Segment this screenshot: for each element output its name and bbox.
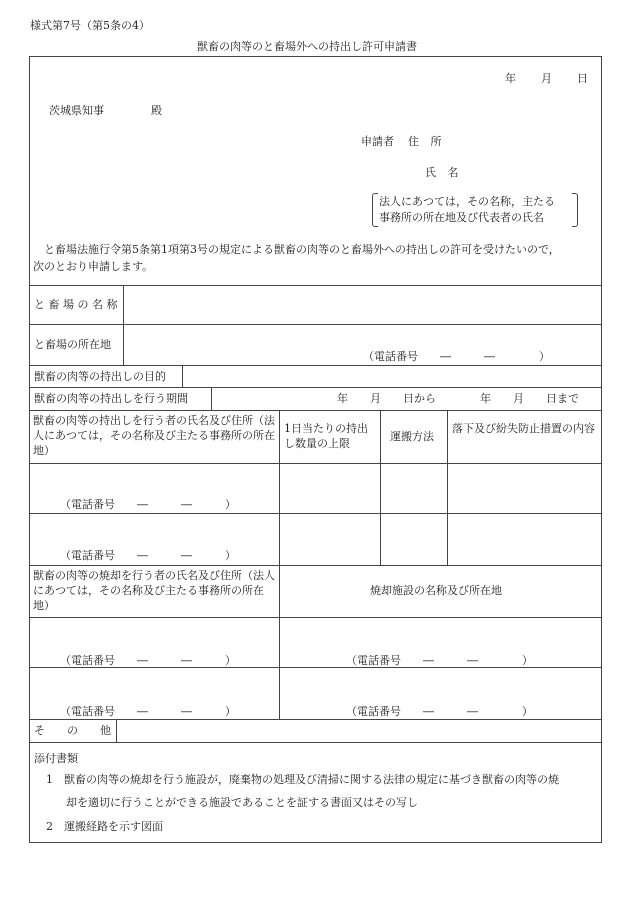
period-label: 獣畜の肉等の持出しを行う期間 [34, 392, 188, 405]
carrier-col2-header: 1日当たりの持出し数量の上限 [284, 422, 368, 450]
address-label: 住 所 [408, 135, 442, 148]
purpose-label: 獣畜の肉等の持出しの目的 [34, 370, 166, 383]
date-month: 月 [541, 72, 552, 85]
attachment-item2: 2 運搬経路を示す図面 [46, 820, 163, 833]
attachment-item1-line2: 却を適切に行うことができる施設であることを証する書面又はその写し [66, 796, 418, 809]
name-label: 氏 名 [425, 166, 459, 179]
carrier-col1-header: 獣畜の肉等の持出しを行う者の氏名及び住所（法人にあつては，その名称及び主たる事務所の所在地） [33, 414, 275, 457]
incin-col2-header: 焼却施設の名称及び所在地 [370, 584, 502, 597]
incin-row1-phone-left: （電話番号 ― ― ） [60, 654, 236, 667]
carrier-col4-header: 落下及び紛失防止措置の内容 [452, 422, 595, 435]
period-to: 年 月 日まで [480, 392, 579, 405]
corp-note-line1: 法人にあつては，その名称，主たる [379, 195, 555, 208]
incin-row2-phone-left: （電話番号 ― ― ） [60, 705, 236, 718]
slaughterhouse-phone: （電話番号 ― ― ） [363, 350, 550, 363]
addressee: 茨城県知事 [49, 104, 104, 117]
slaughterhouse-name-label: と 畜 場 の 名 称 [34, 298, 118, 311]
carrier-row1-phone: （電話番号 ― ― ） [60, 498, 236, 511]
incin-col1-header: 獣畜の肉等の焼却を行う者の氏名及び住所（法人にあつては，その名称及び主たる事務所の所在地） [33, 569, 275, 612]
intro-line2: 次のとおり申請します。 [33, 260, 154, 273]
form-title: 獣畜の肉等のと畜場外への持出し許可申請書 [197, 40, 417, 53]
incin-row1-phone-right: （電話番号 ― ― ） [346, 654, 533, 667]
carrier-col3-header: 運搬方法 [390, 430, 434, 443]
slaughterhouse-location-label: と畜場の所在地 [34, 338, 111, 351]
incin-row2-phone-right: （電話番号 ― ― ） [346, 705, 533, 718]
other-label: そ の 他 [34, 724, 111, 737]
applicant-label: 申請者 [361, 135, 394, 148]
intro-line1: と畜場法施行令第5条第1項第3号の規定による獣畜の肉等のと畜場外への持出しの許可を受けたいので， [33, 243, 560, 256]
form-number: 様式第7号（第5条の4） [30, 19, 150, 32]
date-day: 日 [577, 72, 588, 85]
honorific: 殿 [151, 104, 162, 117]
attachment-item1-line1: 1 獣畜の肉等の焼却を行う施設が，廃棄物の処理及び清掃に関する法律の規定に基づき獣畜の肉等の焼 [46, 773, 559, 786]
attachments-heading: 添付書類 [34, 752, 78, 765]
carrier-row2-phone: （電話番号 ― ― ） [60, 549, 236, 562]
date-year: 年 [505, 72, 516, 85]
period-from: 年 月 日から [337, 392, 436, 405]
corp-note-line2: 事務所の所在地及び代表者の氏名 [379, 211, 544, 224]
